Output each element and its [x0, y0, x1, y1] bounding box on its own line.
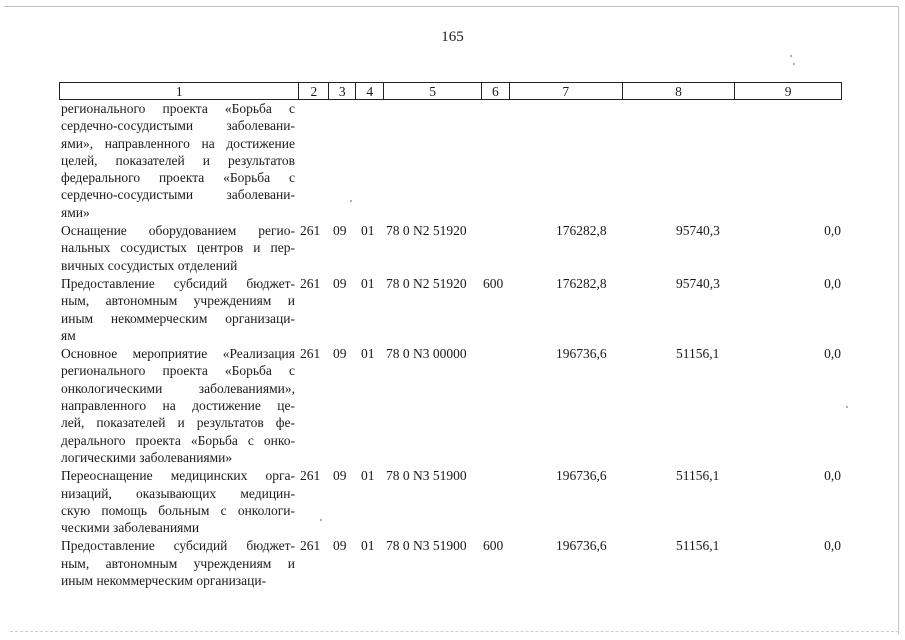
description-line: ческими заболеваниями	[61, 520, 200, 536]
row-description	[61, 537, 295, 589]
row-description	[61, 467, 295, 536]
row-amount-col7: 196736,6	[556, 538, 607, 554]
description-line: регионального проекта «Борьба с	[61, 101, 295, 116]
row-amount-col7: 196736,6	[556, 468, 607, 484]
scan-speck	[793, 63, 795, 65]
header-col-4: 4	[355, 83, 383, 99]
table-row	[0, 345, 905, 467]
header-col-1: 1	[175, 84, 183, 99]
description-line: логическими заболеваниями»	[61, 449, 233, 465]
description-line: нальных сосудистых центров и пер-	[61, 240, 295, 256]
row-amount-col9: 0,0	[824, 223, 841, 239]
description-line: ным, автономным учреждениям и	[61, 555, 295, 571]
row-code-ministry: 261	[300, 223, 321, 239]
table-row	[0, 222, 905, 275]
header-col-2: 2	[298, 83, 328, 99]
description-line: иным некоммерческим организаци-	[61, 310, 295, 326]
row-code-section: 09	[333, 346, 347, 362]
row-code-ministry: 261	[300, 468, 321, 484]
row-amount-col8: 51156,1	[676, 468, 720, 484]
table-row	[0, 467, 905, 537]
row-code-target: 78 0 N3 51900	[386, 468, 467, 484]
row-amount-col8: 95740,3	[676, 223, 720, 239]
description-line: лей, показателей и результатов фе-	[61, 415, 295, 431]
scan-speck	[790, 55, 792, 57]
description-line: Переоснащение медицинских орга-	[61, 468, 295, 484]
description-line: Предоставление субсидий бюджет-	[61, 275, 295, 291]
header-col-8: 8	[622, 83, 735, 99]
description-line: регионального проекта «Борьба с	[61, 363, 295, 379]
row-amount-col7: 196736,6	[556, 346, 607, 362]
header-col-7: 7	[509, 83, 622, 99]
page-edge-bottom	[10, 631, 899, 632]
row-amount-col8: 95740,3	[676, 275, 720, 291]
row-code-target: 78 0 N3 51900	[386, 538, 467, 554]
header-col-5: 5	[383, 83, 481, 99]
description-line: скую помощь больным с онкологи-	[61, 502, 295, 518]
table-row	[0, 275, 905, 345]
scan-speck	[846, 406, 848, 408]
row-amount-col9: 0,0	[824, 346, 841, 362]
description-line: ями», направленного на достижение	[61, 135, 295, 151]
page-number: 165	[441, 29, 464, 45]
row-amount-col9: 0,0	[824, 538, 841, 554]
description-line: ями»	[61, 204, 90, 220]
row-code-subsection: 01	[361, 223, 375, 239]
row-amount-col9: 0,0	[824, 468, 841, 484]
description-line: Основное мероприятие «Реализация	[61, 346, 295, 362]
row-code-section: 09	[333, 468, 347, 484]
description-line: сердечно-сосудистыми заболевани-	[61, 187, 295, 203]
row-code-expense-type: 600	[483, 275, 504, 291]
row-code-target: 78 0 N3 00000	[386, 346, 467, 362]
row-amount-col8: 51156,1	[676, 346, 720, 362]
row-amount-col9: 0,0	[824, 275, 841, 291]
scan-speck	[350, 200, 352, 202]
row-code-subsection: 01	[361, 468, 375, 484]
row-amount-col7: 176282,8	[556, 223, 607, 239]
row-amount-col7: 176282,8	[556, 275, 607, 291]
table-row	[0, 537, 905, 590]
row-code-ministry: 261	[300, 346, 321, 362]
row-code-ministry: 261	[300, 275, 321, 291]
description-line: сердечно-сосудистыми заболевани-	[61, 118, 295, 134]
row-code-expense-type: 600	[483, 538, 504, 554]
page-edge-top	[4, 6, 899, 7]
row-description	[61, 345, 295, 466]
row-code-subsection: 01	[361, 538, 375, 554]
row-amount-col8: 51156,1	[676, 538, 720, 554]
row-code-section: 09	[333, 223, 347, 239]
row-description	[61, 222, 295, 274]
table-body	[0, 100, 905, 590]
row-description	[61, 100, 295, 221]
description-line: направленного на достижение це-	[61, 398, 295, 414]
header-col-6: 6	[481, 83, 509, 99]
description-line: вичных сосудистых отделений	[61, 257, 238, 273]
table-row	[0, 100, 905, 222]
row-code-target: 78 0 N2 51920	[386, 275, 467, 291]
description-line: иным некоммерческим организаци-	[61, 573, 267, 589]
description-line: ям	[61, 327, 76, 343]
description-line: дерального проекта «Борьба с онко-	[61, 432, 295, 448]
table-header	[59, 82, 842, 100]
row-code-subsection: 01	[361, 346, 375, 362]
row-code-ministry: 261	[300, 538, 321, 554]
description-line: федерального проекта «Борьба с	[61, 170, 295, 186]
row-code-section: 09	[333, 538, 347, 554]
row-description	[61, 275, 295, 344]
header-col-9: 9	[734, 83, 841, 99]
scan-speck	[320, 519, 322, 521]
description-line: ным, автономным учреждениям и	[61, 293, 295, 309]
description-line: низаций, оказывающих медицин-	[61, 485, 295, 501]
row-code-subsection: 01	[361, 275, 375, 291]
row-code-section: 09	[333, 275, 347, 291]
description-line: целей, показателей и результатов	[61, 152, 295, 168]
description-line: онкологическими заболеваниями»,	[61, 380, 295, 396]
description-line: Предоставление субсидий бюджет-	[61, 538, 295, 554]
row-code-target: 78 0 N2 51920	[386, 223, 467, 239]
header-col-3: 3	[328, 83, 355, 99]
description-line: Оснащение оборудованием регио-	[61, 223, 295, 239]
